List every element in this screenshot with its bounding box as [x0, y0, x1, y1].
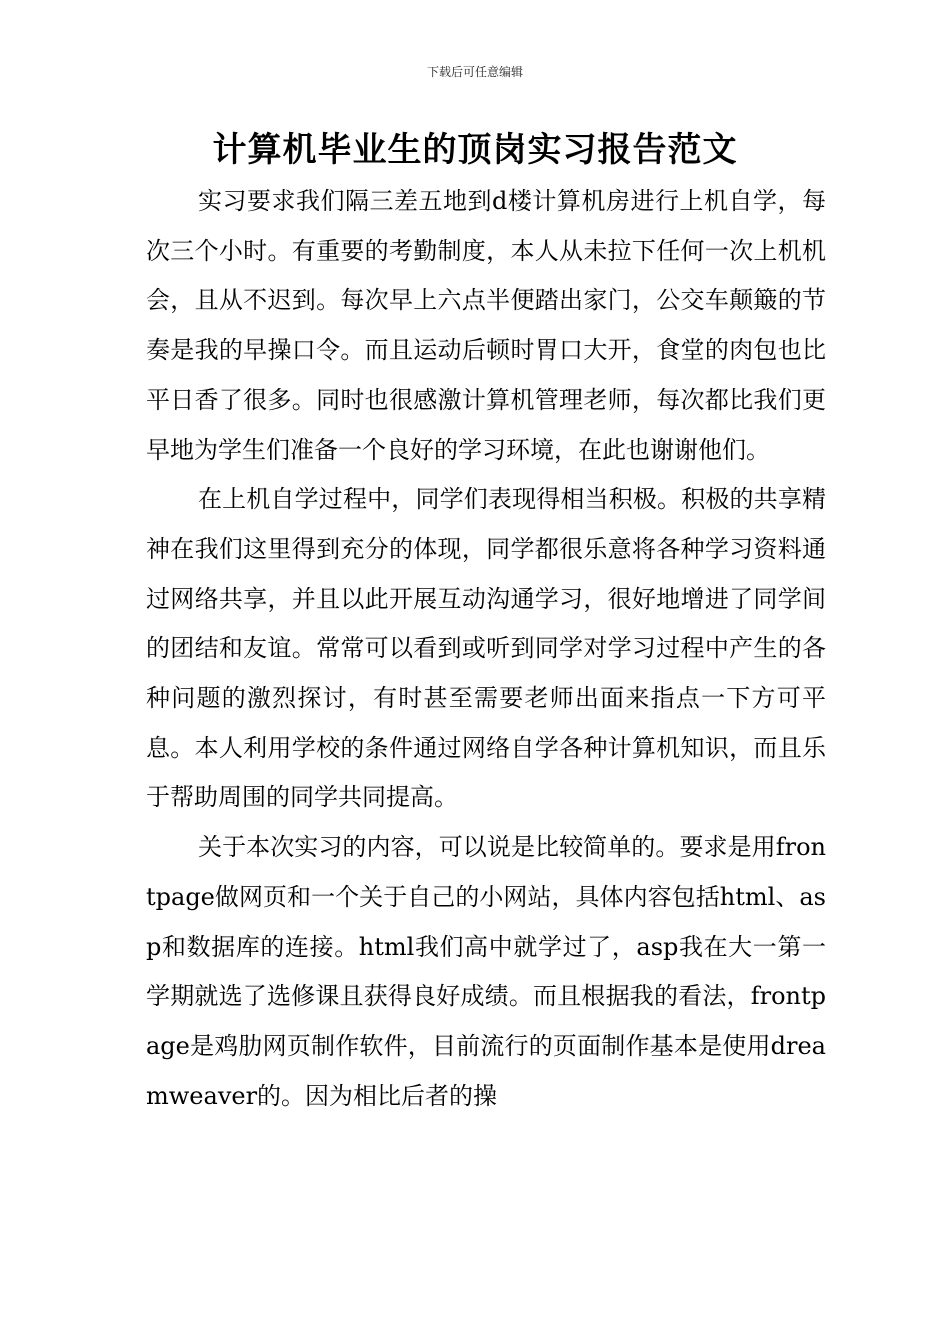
document-title: 计算机毕业生的顶岗实习报告范文	[212, 130, 738, 170]
page-header: 下载后可任意编辑	[426, 65, 523, 79]
paragraph-2: 在上机自学过程中，同学们表现得相当积极。积极的共享精神在我们这里得到充分的体现，同学都很乐意将各种学习资料通过网络共享，并且以此开展互动沟通学习，很好地增进了同学间的团结和友谊。常常可以看到或听到同学对学习过程中产生的各种问题的激烈探讨，有时甚至需要老师出面来指点一下方可平息。本人利用学校的条件通过网络自学各种计算机知识，而且乐于帮助周围的同学共同提高。	[146, 485, 826, 812]
paragraph-1: 实习要求我们隔三差五地到d楼计算机房进行上机自学，每次三个小时。有重要的考勤制度，本人从未拉下任何一次上机机会，且从不迟到。每次早上六点半便踏出家门，公交车颠簸的节奏是我的早操口令。而且运动后顿时胃口大开，食堂的肉包也比平日香了很多。同时也很感激计算机管理老师，每次都比我们更早地为学生们准备一个良好的学习环境，在此也谢谢他们。	[146, 187, 826, 464]
document-body	[146, 177, 826, 1121]
paragraph-3: 关于本次实习的内容，可以说是比较简单的。要求是用frontpage做网页和一个关于自己的小网站，具体内容包括html、asp和数据库的连接。html我们高中就学过了，asp我在大一第一学期就选了选修课且获得良好成绩。而且根据我的看法，frontpage是鸡肋网页制作软件，目前流行的页面制作基本是使用dreamweaver的。因为相比后者的操	[146, 833, 826, 1110]
